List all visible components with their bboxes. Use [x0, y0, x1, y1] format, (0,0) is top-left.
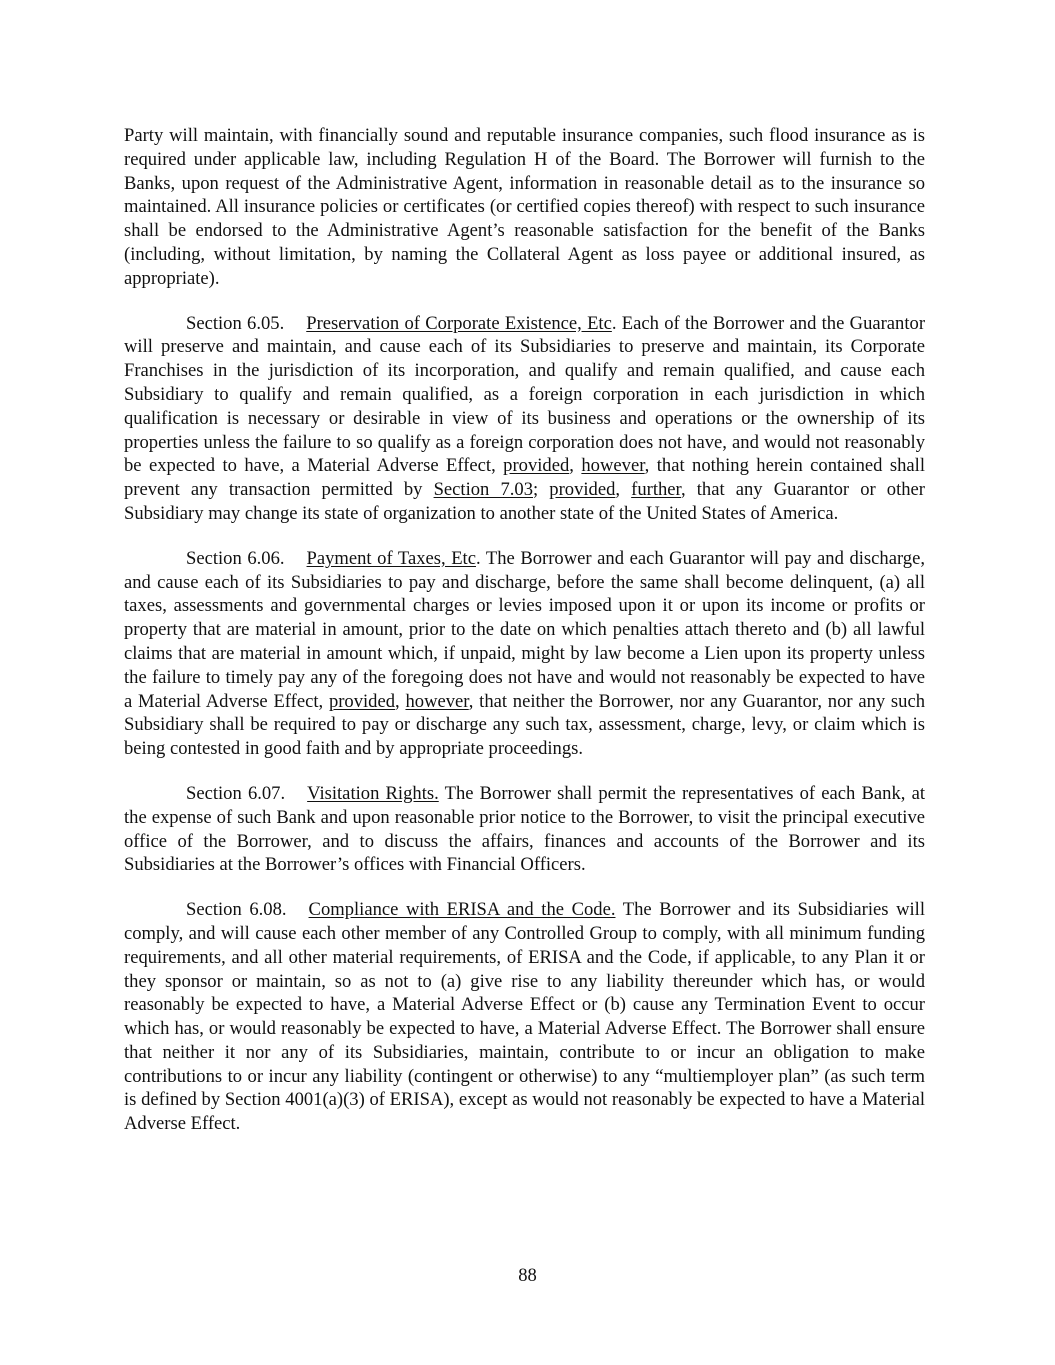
- section-6-07-heading: Visitation Rights.: [307, 782, 439, 804]
- continuation-paragraph: Party will maintain, with financially sound and reputable insurance companies, such flood insurance as is required under applicable law, including Regulation H of the Board. The Borrower will furnish to the Banks, upon request of the Administrative Agent, information in reasonable detail as to the insurance so maintained. All insurance policies or certificates (or certified copies thereof) with respect to such insurance shall be endorsed to the Administrative Agent’s reasonable satisfaction for the benefit of the Banks (including, without limitation, by naming the Collateral Agent as loss payee or additional insured, as appropriate).: [124, 125, 925, 289]
- section-6-07-body: The Borrower shall permit the representatives of each Bank, at the expense of such Bank and upon reasonable prior notice to the Borrower, to visit the principal executive office of the Borrower, and to discuss the affairs, finances and accounts of the Borrower and its Subsidiaries at the Borrower’s offices with Financial Officers.: [124, 782, 926, 876]
- page-number: 88: [518, 1265, 537, 1286]
- however-term: however: [405, 690, 469, 712]
- section-6-08-heading: Compliance with ERISA and the Code.: [308, 899, 616, 921]
- document-page: [124, 124, 925, 1157]
- separator: ,: [569, 455, 582, 477]
- separator: ,: [615, 479, 632, 501]
- section-6-08-paragraph: [124, 898, 925, 1136]
- section-6-06-paragraph: [124, 547, 925, 761]
- section-6-08-number: Section 6.08.: [186, 899, 287, 921]
- separator: ,: [395, 690, 406, 712]
- section-6-05-body-c: , that any Guarantor or other Subsidiary may change its state of organization to another state of the United States of America.: [124, 479, 925, 524]
- section-6-05-heading: Preservation of Corporate Existence, Etc: [306, 312, 612, 334]
- section-6-05-body-b: , that nothing herein contained shall prevent any transaction permitted by: [124, 455, 926, 501]
- provided-term: provided: [549, 479, 616, 501]
- provided-term: provided: [503, 455, 570, 477]
- section-6-07-number: Section 6.07.: [186, 782, 286, 804]
- separator: ;: [533, 479, 550, 501]
- section-6-05-paragraph: [124, 312, 925, 526]
- section-7-03-reference: Section 7.03: [433, 479, 533, 501]
- section-6-06-body-a: . The Borrower and each Guarantor will pay and discharge, and cause each of its Subsidiaries to pay and discharge, before the same shall become delinquent, (a) all taxes, assessments and governmental charges or levies imposed upon it or upon its income or profits or property that are material in amount, prior to the date on which penalties attach thereto and (b) all lawful claims that are material in amount which, if unpaid, might by law become a Lien upon its property unless the failure to timely pay any of the foregoing does not have and would not reasonably be expected to have a Material Adverse Effect,: [124, 547, 925, 712]
- however-term: however: [581, 455, 645, 477]
- section-6-06-number: Section 6.06.: [186, 547, 285, 569]
- section-6-07-paragraph: [124, 782, 925, 877]
- provided-term: provided: [328, 690, 396, 712]
- section-6-08-body: The Borrower and its Subsidiaries will comply, and will cause each other member of any Controlled Group to comply, with all minimum funding requirements, and all other material requirements, of ERISA and the Code, if applicable, to any Plan it or they sponsor or maintain, so as not to (a) give rise to any liability thereunder which has, or would reasonably be expected to have, a Material Adverse Effect or (b) cause any Termination Event to occur which has, or would reasonably be expected to have, a Material Adverse Effect. The Borrower shall ensure that neither it nor any of its Subsidiaries, maintain, contribute to or incur an obligation to make contributions to or incur any liability (contingent or otherwise) to any “multiemployer plan” (as such term is defined by Section 4001(a)(3) of ERISA), except as would not reasonably be expected to have a Material Adverse Effect.: [124, 899, 925, 1135]
- section-6-06-body-b: , that neither the Borrower, nor any Guarantor, nor any such Subsidiary shall be required to pay or discharge any such tax, assessment, charge, levy, or claim which is being contested in good faith and by appropriate proceedings.: [124, 690, 926, 760]
- further-term: further: [631, 479, 681, 501]
- section-6-06-heading: Payment of Taxes, Etc: [306, 547, 476, 569]
- section-6-05-number: Section 6.05.: [186, 312, 285, 334]
- section-6-05-body-a: . Each of the Borrower and the Guarantor will preserve and maintain, and cause each of its Subsidiaries to preserve and maintain, its Corporate Franchises in the jurisdiction of its incorporation, and qualify and remain qualified, and cause each Subsidiary to qualify and remain qualified, as a foreign corporation in each jurisdiction in which qualification is necessary or desirable in view of its business and operations or the ownership of its properties unless the failure to so qualify as a foreign corporation does not have, and would not reasonably be expected to have, a Material Adverse Effect,: [124, 312, 926, 477]
